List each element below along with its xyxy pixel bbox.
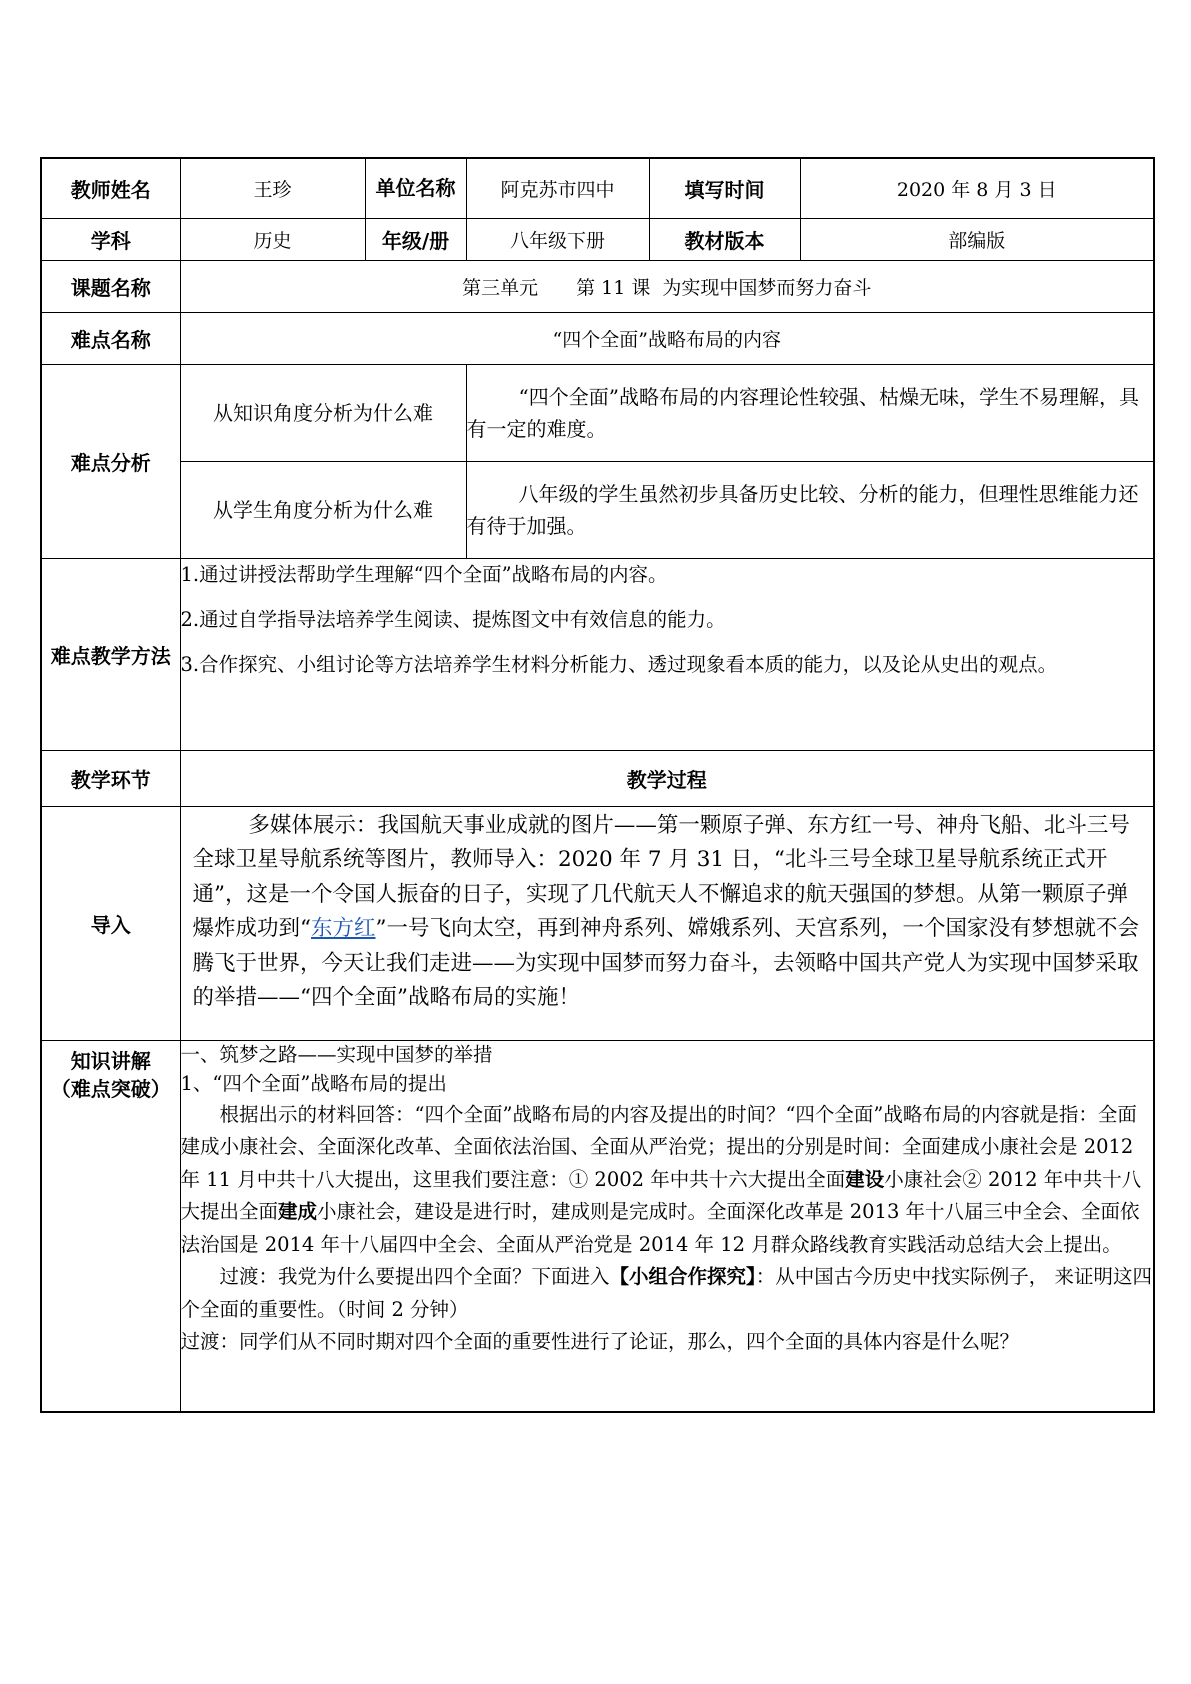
subject-value: 历史 [180, 218, 365, 260]
teacher-name: 王珍 [180, 158, 365, 218]
dongfanghong-link[interactable]: 东方红 [311, 916, 376, 941]
stage-label: 教学环节 [41, 750, 180, 806]
unit-label: 单位名称 [365, 158, 466, 218]
date-value: 2020 年 8 月 3 日 [800, 158, 1154, 218]
knowledge-paragraph-3: 过渡：同学们从不同时期对四个全面的重要性进行了论证，那么，四个全面的具体内容是什么呢？ [180, 1330, 1020, 1353]
process-label: 教学过程 [180, 750, 1154, 806]
knowledge-paragraph-1: 根据出示的材料回答：“四个全面”战略布局的内容及提出的时间？“四个全面”战略布局的内容就是指：全面建成小康社会、全面深化改革、全面依法治国、全面从严治党；提出的分别是时间：全面建成小康社会是 2012 年 11 月中共十八大提出，这里我们要注意：① 2002 年中共十六大提出全面建设小康社会② 2012 年中共十八大提出全面建成小康社会，建设是进行时，建成则是完成时。全面深化改革是 2013 年十八届三中全会、全面依法治国是 2014 年十八届四中全会、全面从严治党是 2014 年 12 月群众路线教育实践活动总结大会上提出。 [180, 1102, 1142, 1256]
teacher-label: 教师姓名 [41, 158, 180, 218]
edition-value: 部编版 [800, 218, 1154, 260]
knowledge-angle-text: “四个全面”战略布局的内容理论性较强、枯燥无味，学生不易理解，具有一定的难度。 [466, 364, 1154, 461]
edition-label: 教材版本 [649, 218, 800, 260]
grade-value: 八年级下册 [466, 218, 649, 260]
date-label: 填写时间 [649, 158, 800, 218]
lesson-info-table [40, 157, 1155, 1413]
intro-label: 导入 [41, 806, 180, 1040]
subject-label: 学科 [41, 218, 180, 260]
knowledge-heading-1: 一、筑梦之路——实现中国梦的举措 [180, 1042, 493, 1066]
method-item: 1.通过讲授法帮助学生理解“四个全面”战略布局的内容。 [180, 562, 668, 586]
methods-list [180, 558, 1154, 750]
grade-label: 年级/册 [365, 218, 466, 260]
topic-value: 第三单元 第 11 课 为实现中国梦而努力奋斗 [180, 260, 1154, 312]
method-item: 2.通过自学指导法培养学生阅读、提炼图文中有效信息的能力。 [180, 607, 726, 631]
difficulty-label: 难点名称 [41, 312, 180, 364]
method-item: 3.合作探究、小组讨论等方法培养学生材料分析能力、透过现象看本质的能力，以及论从史出的观点。 [180, 652, 1058, 676]
analysis-label: 难点分析 [41, 364, 180, 558]
intro-cell [180, 806, 1154, 1040]
unit-name: 阿克苏市四中 [466, 158, 649, 218]
knowledge-label: 知识讲解 （难点突破） [41, 1040, 180, 1412]
knowledge-heading-2: 1、“四个全面”战略布局的提出 [180, 1071, 447, 1095]
student-angle-label: 从学生角度分析为什么难 [180, 461, 466, 558]
intro-text: 多媒体展示：我国航天事业成就的图片——第一颗原子弹、东方红一号、神舟飞船、北斗三号全球卫星导航系统等图片，教师导入：2020 年 7 月 31 日，“北斗三号全球卫星导航系统正式开通”，这是一个令国人振奋的日子，实现了几代航天人不懈追求的航天强国的梦想。从第一颗原子弹爆炸成功到“东方红”一号飞向太空，再到神舟系列、嫦娥系列、天宫系列，一个国家没有梦想就不会腾飞于世界，今天让我们走进——为实现中国梦而努力奋斗，去领略中国共产党人为实现中国梦采取的举措——“四个全面”战略布局的实施！ [192, 812, 1140, 1010]
topic-label: 课题名称 [41, 260, 180, 312]
difficulty-value: “四个全面”战略布局的内容 [180, 312, 1154, 364]
knowledge-content [180, 1040, 1154, 1412]
knowledge-angle-label: 从知识角度分析为什么难 [180, 364, 466, 461]
knowledge-paragraph-2: 过渡：我党为什么要提出四个全面？下面进入【小组合作探究】：从中国古今历史中找实际例子， 来证明这四个全面的重要性。（时间 2 分钟） [180, 1265, 1152, 1321]
methods-label: 难点教学方法 [41, 558, 180, 750]
student-angle-text: 八年级的学生虽然初步具备历史比较、分析的能力，但理性思维能力还有待于加强。 [466, 461, 1154, 558]
